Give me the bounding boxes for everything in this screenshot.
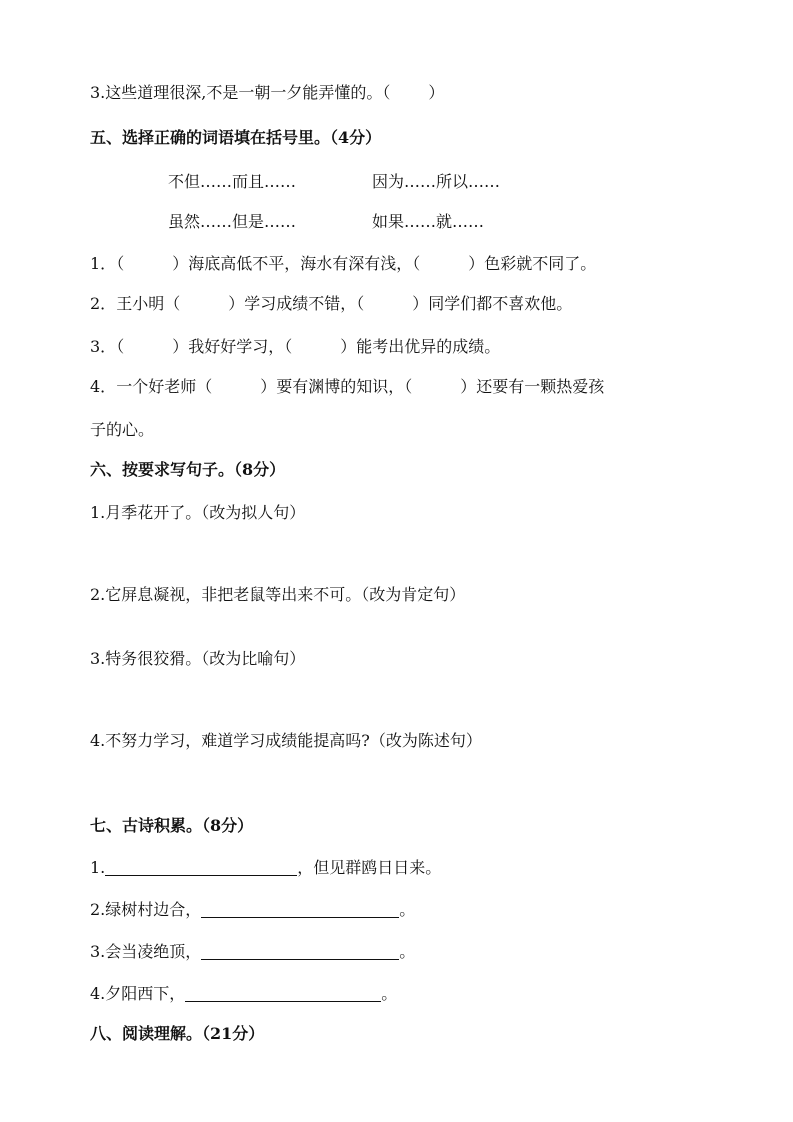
section-5-item-4: 4．一个好老师（ ）要有渊博的知识，（ ）还要有一颗热爱孩: [90, 377, 605, 396]
option-ruguo-jiu: 如果……就……: [372, 212, 485, 231]
section-6-item-4: 4.不努力学习，难道学习成绩能提高吗?（改为陈述句）: [90, 731, 482, 750]
poem-blank-2[interactable]: [201, 901, 399, 918]
poem-line-2: 2.绿树村边合， 。: [90, 900, 416, 919]
section-5-item-2: 2．王小明（ ）学习成绩不错，（ ）同学们都不喜欢他。: [90, 294, 573, 313]
q4-item-3: 3.这些道理很深,不是一朝一夕能弄懂的。（ ）: [90, 83, 445, 102]
option-budan-erqie: 不但……而且……: [168, 172, 297, 191]
poem-blank-4[interactable]: [185, 985, 381, 1002]
section-6-item-2: 2.它屏息凝视，非把老鼠等出来不可。（改为肯定句）: [90, 585, 466, 604]
poem-line-3: 3.会当凌绝顶， 。: [90, 942, 416, 961]
poem-line-1: 1. ，但见群鸥日日来。: [90, 858, 442, 877]
section-6-title: 六、按要求写句子。（8分）: [90, 460, 286, 479]
poem-blank-3[interactable]: [201, 943, 399, 960]
section-5-item-3: 3．（ ）我好好学习，（ ）能考出优异的成绩。: [90, 337, 501, 356]
item-text: 这些道理很深,不是一朝一夕能弄懂的。（: [105, 83, 391, 102]
option-suiran-danshi: 虽然……但是……: [168, 212, 297, 231]
section-5-title: 五、选择正确的词语填在括号里。（4分）: [90, 128, 382, 147]
poem-blank-1[interactable]: [105, 859, 297, 876]
section-6-item-1: 1.月季花开了。（改为拟人句）: [90, 503, 306, 522]
section-5-item-1: 1．（ ）海底高低不平，海水有深有浅，（ ）色彩就不同了。: [90, 254, 597, 273]
poem-line-4: 4.夕阳西下， 。: [90, 984, 398, 1003]
option-yinwei-suoyi: 因为……所以……: [372, 172, 501, 191]
item-number: 3.: [90, 83, 106, 102]
section-6-item-3: 3.特务很狡猾。（改为比喻句）: [90, 649, 306, 668]
section-8-title: 八、阅读理解。（21分）: [90, 1024, 265, 1043]
section-5-item-4-continued: 子的心。: [90, 420, 155, 439]
section-7-title: 七、古诗积累。（8分）: [90, 816, 254, 835]
